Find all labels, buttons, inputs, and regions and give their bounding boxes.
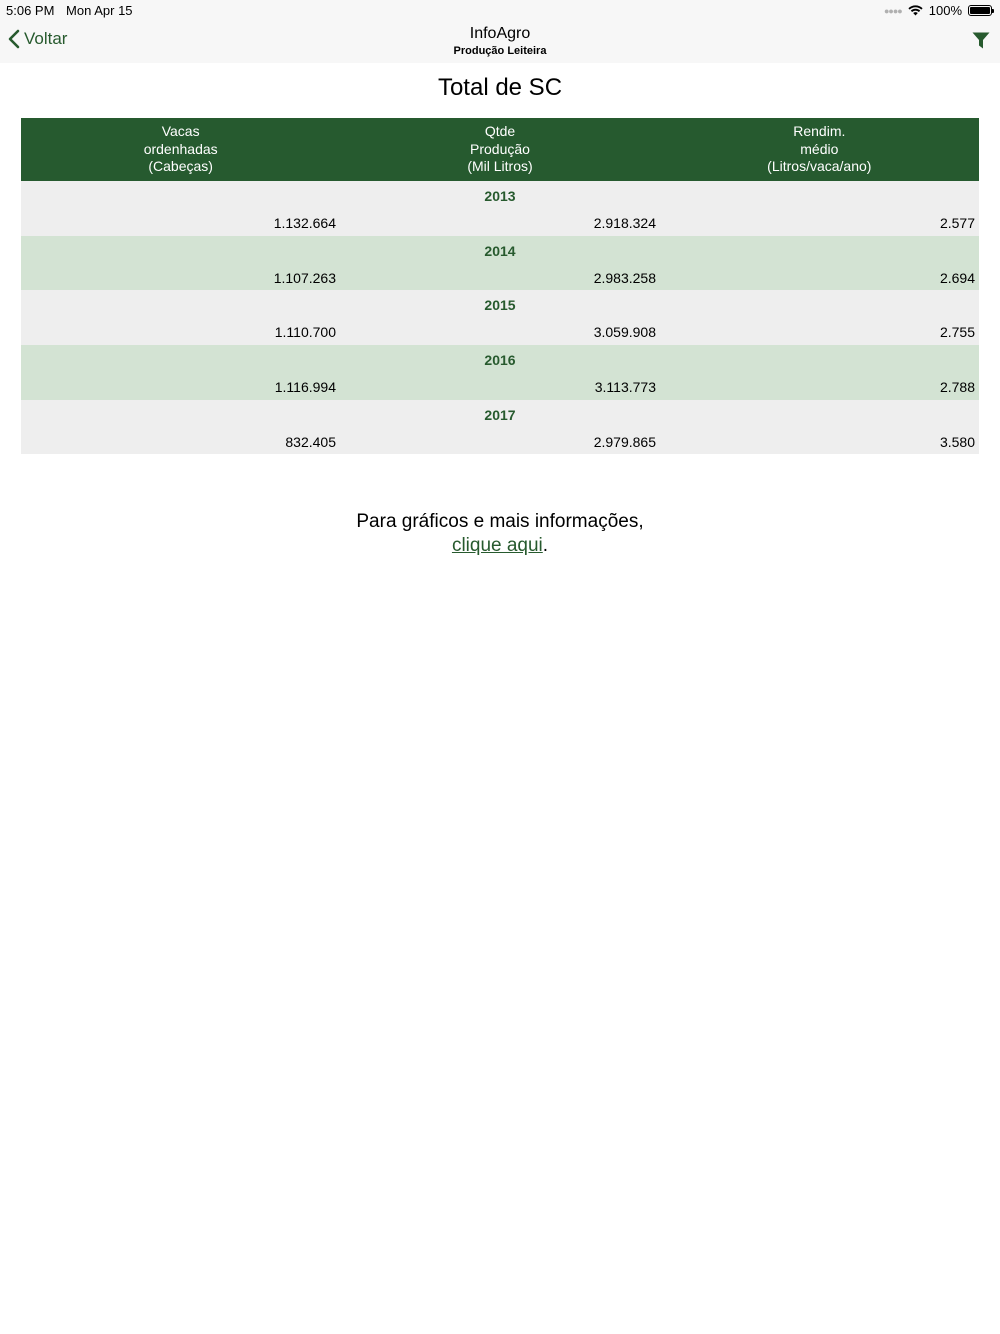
- back-button-label: Voltar: [24, 29, 68, 48]
- navigation-bar: [0, 20, 1000, 63]
- cell-rendimento: 3.580: [939, 433, 975, 450]
- footer-link-line: [0, 534, 1000, 558]
- table-header: [21, 118, 979, 181]
- cell-producao: 2.983.258: [593, 269, 656, 286]
- more-info-link[interactable]: clique aqui: [451, 535, 543, 556]
- column-header-producao: Qtde Produção (Mil Litros): [467, 123, 533, 174]
- battery-percent: 100%: [928, 3, 962, 18]
- row-year: 2016: [484, 352, 516, 369]
- status-right: [884, 3, 992, 18]
- cell-producao: 3.113.773: [594, 379, 656, 396]
- table-row: [21, 345, 979, 400]
- cell-rendimento: 2.755: [939, 324, 975, 341]
- cell-vacas: 1.107.263: [273, 269, 336, 286]
- table-row: [21, 290, 979, 345]
- table-row: [21, 400, 979, 455]
- footer-message: [0, 510, 1000, 558]
- footer-text: Para gráficos e mais informações,: [356, 511, 644, 532]
- table-row: [21, 236, 979, 291]
- status-left: [6, 3, 141, 18]
- row-year: 2013: [484, 188, 516, 204]
- battery-icon: [968, 5, 992, 16]
- status-bar: [0, 0, 1000, 20]
- row-year: 2017: [484, 406, 516, 423]
- nav-subtitle: Produção Leiteira: [453, 45, 547, 57]
- filter-icon: [972, 32, 990, 49]
- status-date: Mon Apr 15: [66, 3, 133, 18]
- wifi-icon: [908, 5, 923, 16]
- production-table: [21, 118, 979, 454]
- cell-producao: 2.979.865: [593, 433, 656, 450]
- column-header-rendimento: Rendim. médio (Litros/vaca/ano): [767, 123, 872, 174]
- cell-vacas: 1.110.700: [274, 324, 336, 341]
- cell-producao: 3.059.908: [593, 324, 656, 341]
- row-year: 2014: [484, 242, 516, 259]
- page-title: Total de SC: [437, 74, 563, 101]
- signal-icon: ●●●●: [884, 5, 902, 16]
- table-row: [21, 181, 979, 236]
- cell-rendimento: 2.788: [939, 379, 975, 396]
- footer-period: .: [542, 535, 549, 556]
- cell-rendimento: 2.577: [939, 215, 975, 231]
- cell-rendimento: 2.694: [939, 269, 975, 286]
- nav-title: InfoAgro: [469, 25, 531, 42]
- status-time: 5:06 PM: [6, 3, 55, 18]
- filter-button[interactable]: [972, 32, 990, 54]
- cell-producao: 2.918.324: [593, 215, 656, 231]
- column-header-vacas: Vacas ordenhadas (Cabeças): [143, 123, 218, 174]
- cell-vacas: 1.116.994: [274, 379, 336, 396]
- row-year: 2015: [484, 297, 516, 314]
- cell-vacas: 832.405: [285, 433, 336, 450]
- cell-vacas: 1.132.664: [273, 215, 336, 231]
